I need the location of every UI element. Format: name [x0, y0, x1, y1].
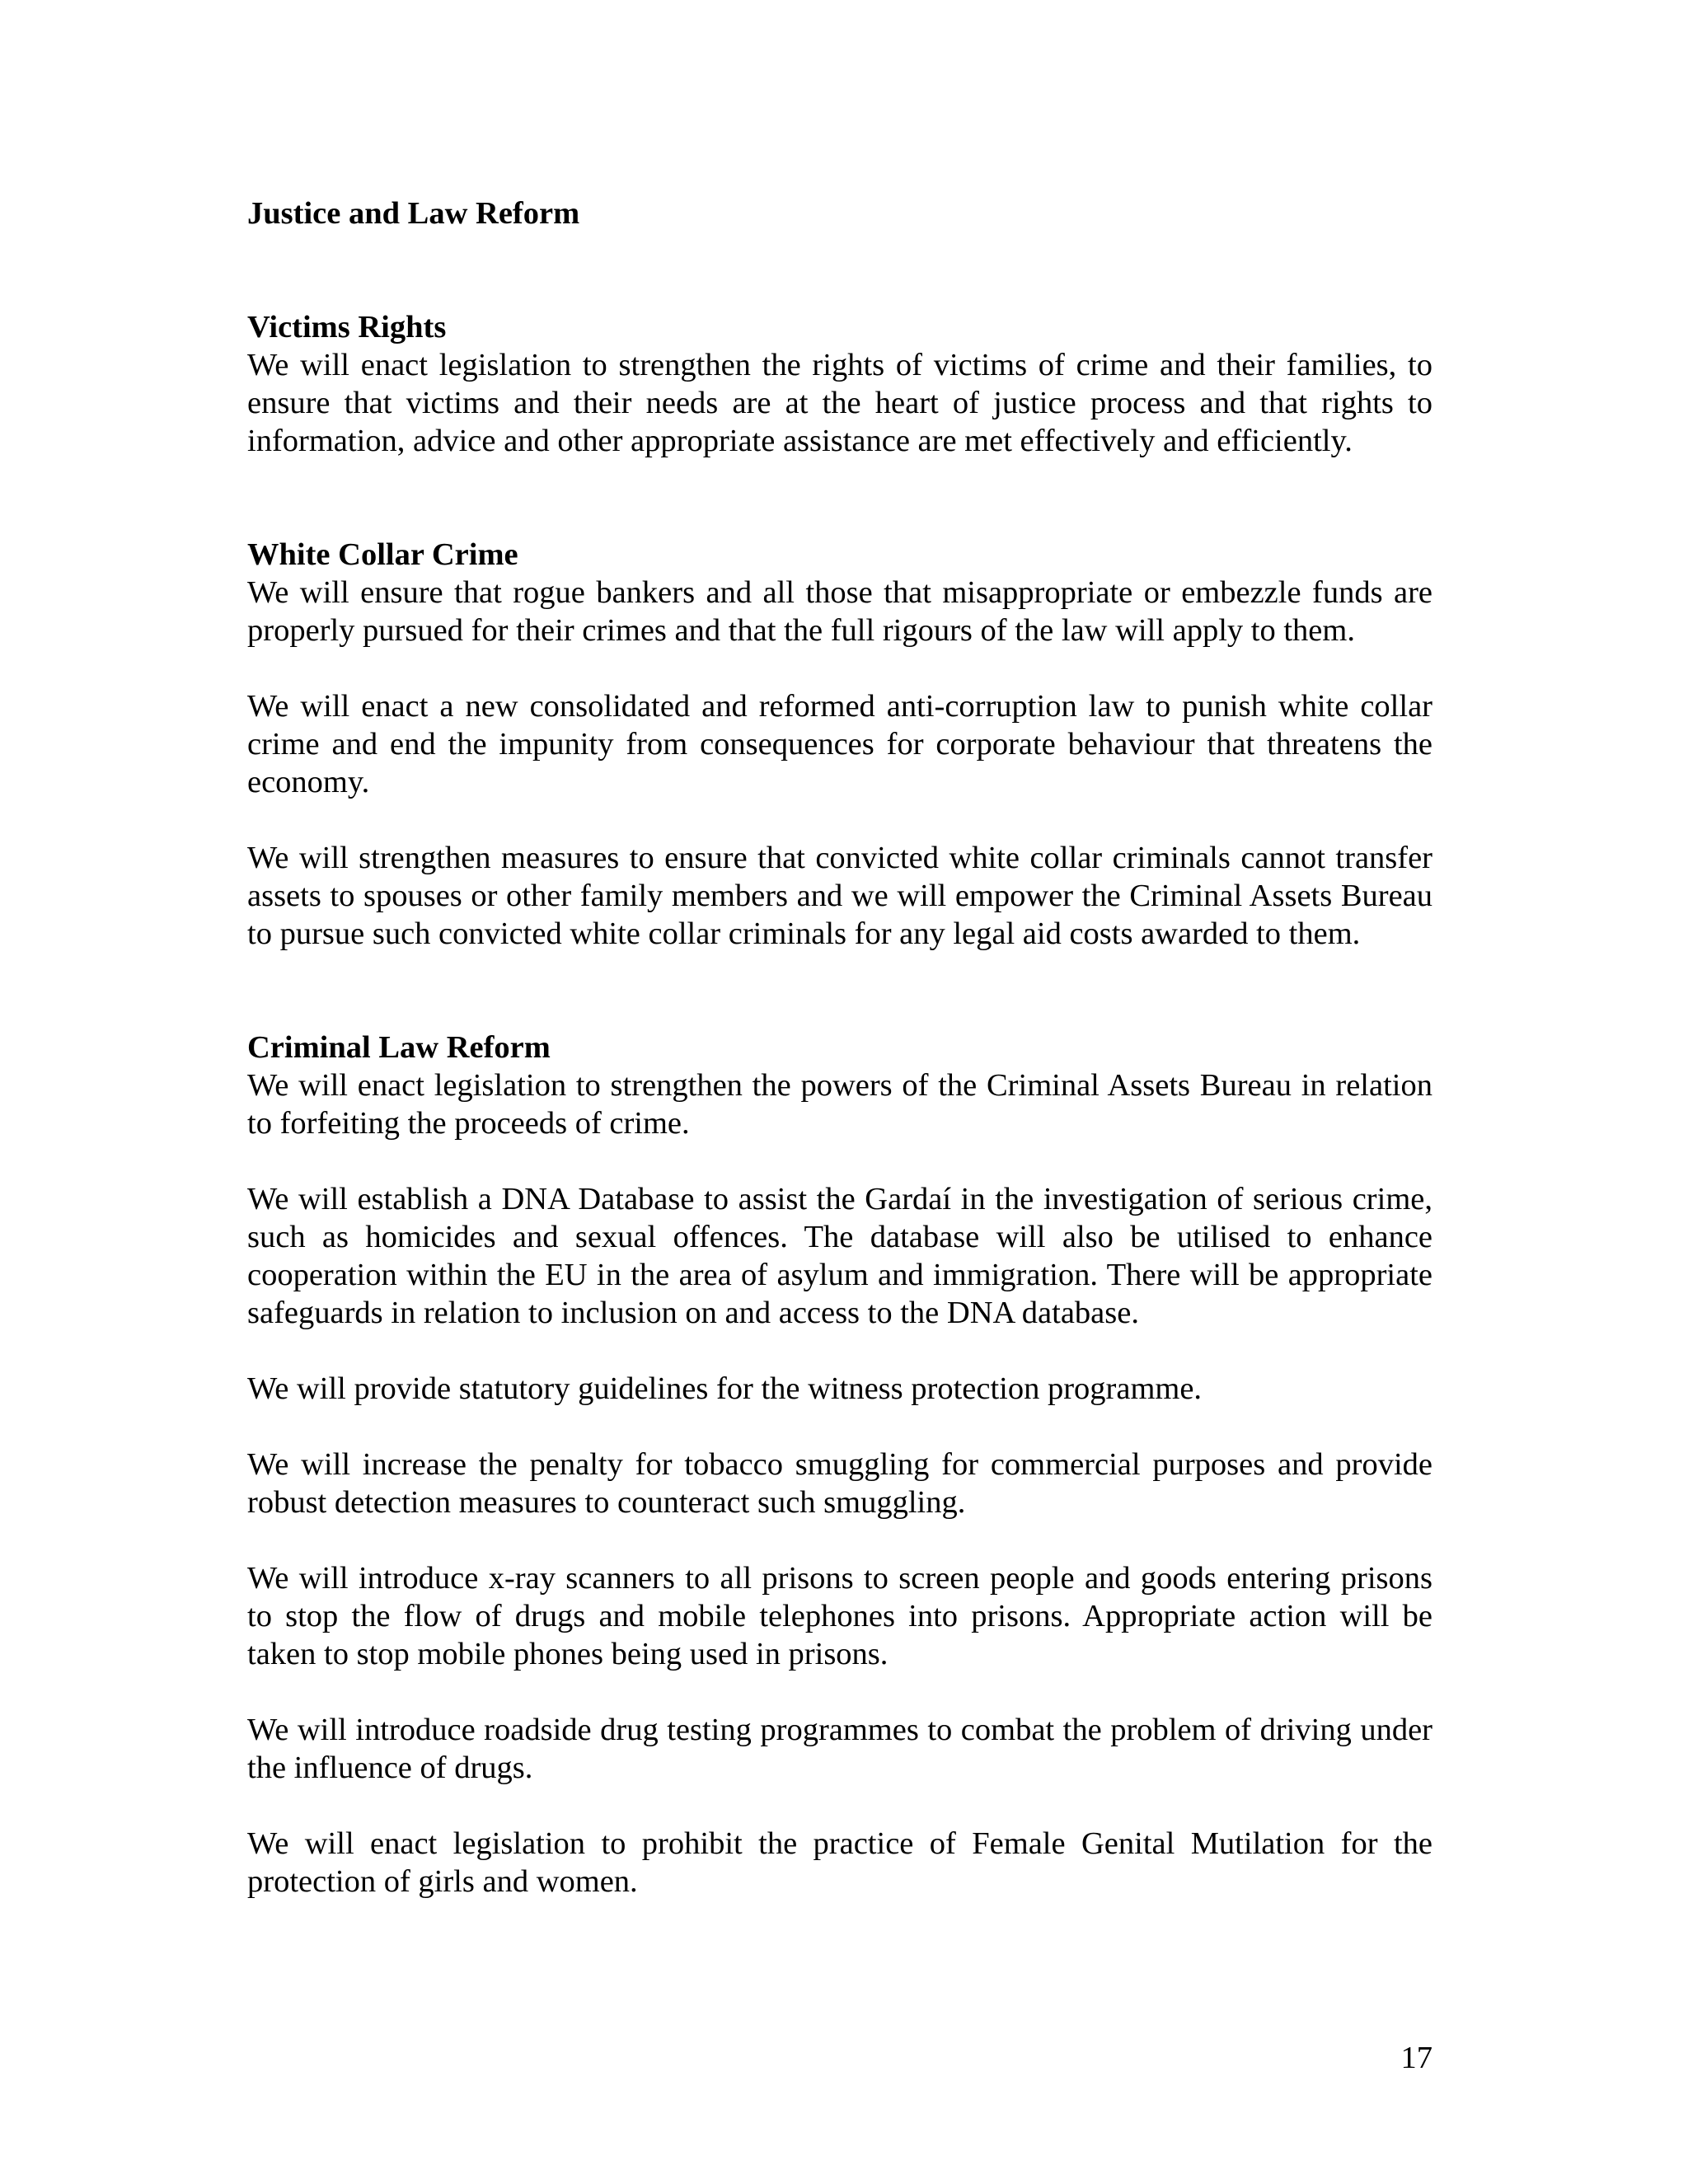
spacer — [247, 460, 1432, 536]
page-body — [247, 194, 1432, 1900]
spacer — [247, 1408, 1432, 1446]
section-heading-victims-rights: Victims Rights — [247, 310, 447, 344]
section-victims-rights — [247, 308, 1432, 460]
paragraph: We will provide statutory guidelines for the witness protection programme. — [247, 1371, 1203, 1406]
paragraph: We will strengthen measures to ensure that convicted white collar criminals cannot transfer assets to spouses or other family members and we will empower the Criminal Assets Bureau to pursue such convicted white collar criminals for any legal aid costs awarded to them. — [247, 841, 1432, 951]
section-white-collar-crime — [247, 536, 1432, 953]
page-number: 17 — [1400, 2041, 1432, 2075]
paragraph: We will ensure that rogue bankers and all those that misappropriate or embezzle funds are properly pursued for their crimes and that the full rigours of the law will apply to them. — [247, 575, 1432, 648]
paragraph: We will enact a new consolidated and reformed anti-corruption law to punish white collar crime and end the impunity from consequences for corporate behaviour that threatens the economy. — [247, 689, 1432, 799]
document-title: Justice and Law Reform — [247, 196, 580, 231]
spacer — [247, 1521, 1432, 1559]
spacer — [247, 649, 1432, 687]
section-heading-white-collar-crime: White Collar Crime — [247, 537, 518, 572]
spacer — [247, 232, 1432, 308]
section-criminal-law-reform — [247, 1029, 1432, 1900]
spacer — [247, 801, 1432, 839]
paragraph: We will enact legislation to prohibit the practice of Female Genital Mutilation for the protection of girls and women. — [247, 1826, 1432, 1899]
spacer — [247, 1142, 1432, 1180]
spacer — [247, 1673, 1432, 1711]
paragraph: We will establish a DNA Database to assist the Gardaí in the investigation of serious crime, such as homicides and sexual offences. The database will also be utilised to enhance cooperation within the EU in the area of asylum and immigration. There will be appropriate safeguards in relation to inclusion on and access to the DNA database. — [247, 1182, 1432, 1330]
spacer — [247, 953, 1432, 1029]
spacer — [247, 1332, 1432, 1370]
spacer — [247, 1787, 1432, 1825]
paragraph: We will enact legislation to strengthen the powers of the Criminal Assets Bureau in relation to forfeiting the proceeds of crime. — [247, 1068, 1432, 1141]
section-heading-criminal-law-reform: Criminal Law Reform — [247, 1030, 551, 1065]
paragraph: We will introduce roadside drug testing programmes to combat the problem of driving under the influence of drugs. — [247, 1713, 1432, 1785]
paragraph: We will increase the penalty for tobacco smuggling for commercial purposes and provide robust detection measures to counteract such smuggling. — [247, 1447, 1432, 1520]
paragraph: We will enact legislation to strengthen the rights of victims of crime and their families, to ensure that victims and their needs are at the heart of justice process and that rights to information, advice and other appropriate assistance are met effectively and efficiently. — [247, 348, 1432, 458]
paragraph: We will introduce x-ray scanners to all prisons to screen people and goods entering prisons to stop the flow of drugs and mobile telephones into prisons. Appropriate action will be taken to stop mobile phones being used in prisons. — [247, 1561, 1432, 1671]
